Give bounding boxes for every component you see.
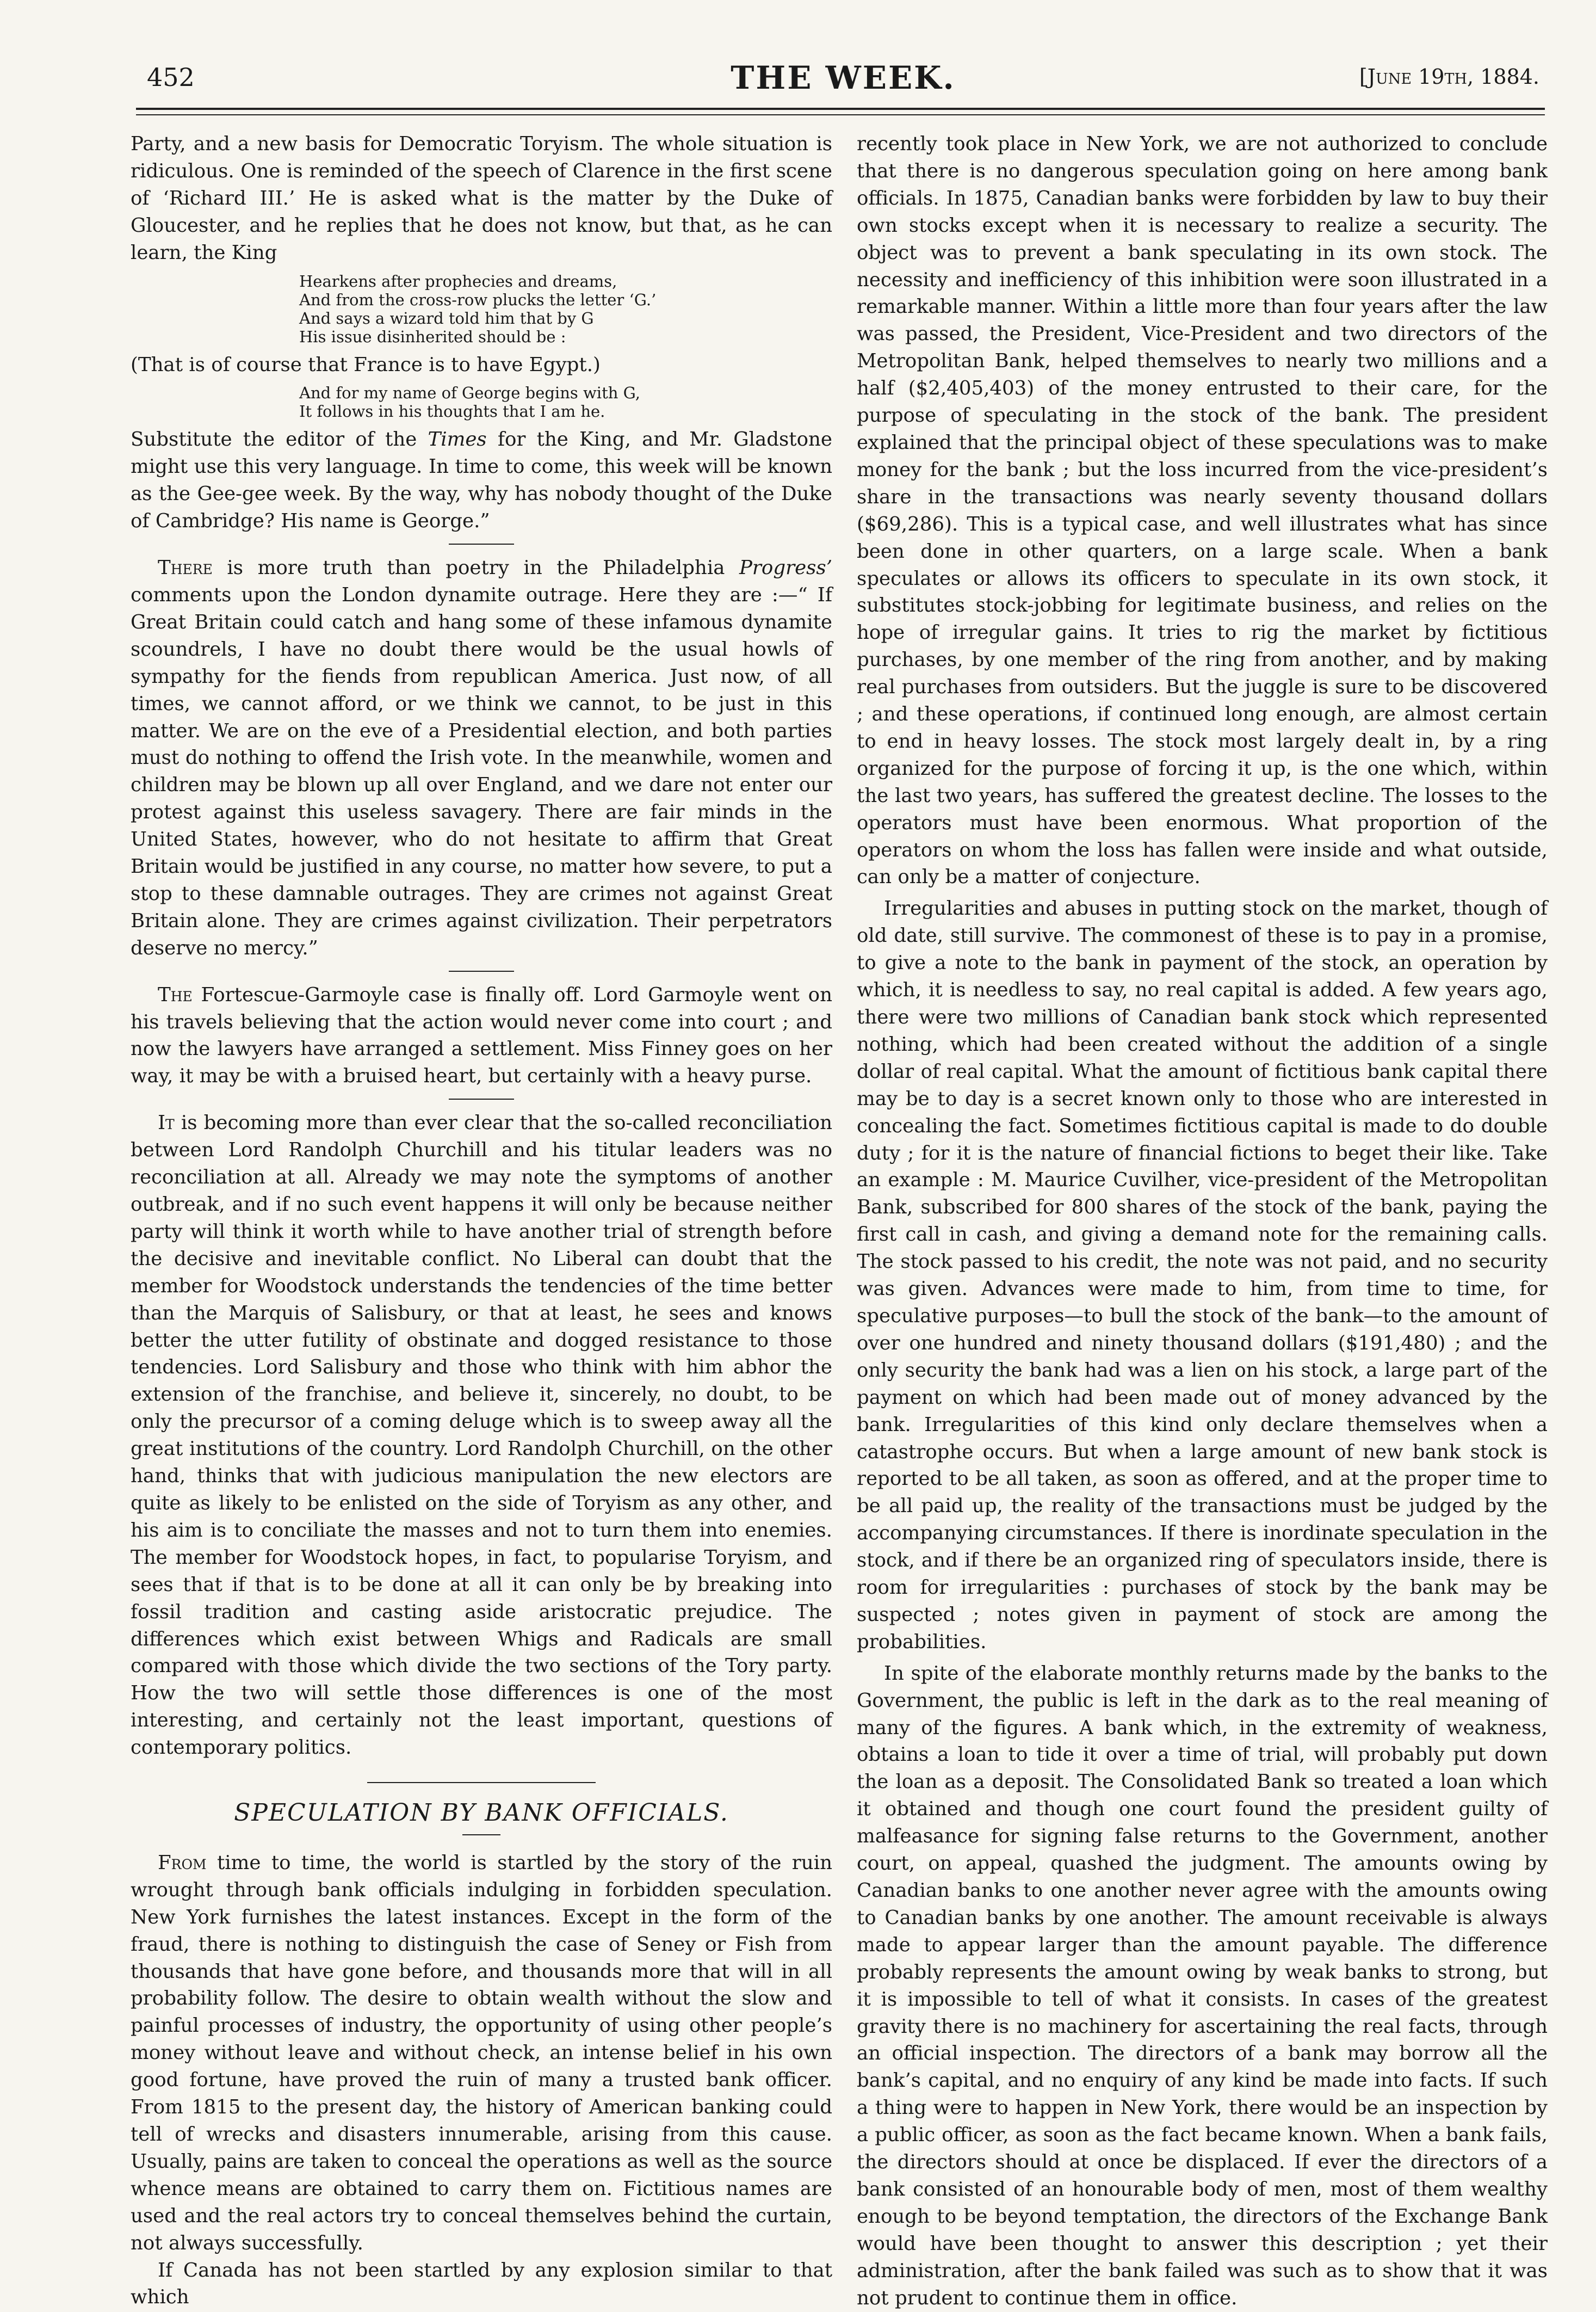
article-divider (367, 1782, 596, 1783)
header-rule-thick (136, 108, 1545, 110)
verse-line: Hearkens after prophecies and dreams, (299, 272, 617, 291)
header-rule-thin (136, 114, 1545, 115)
verse-quote-2 (299, 384, 832, 421)
paragraph-clarence: Party, and a new basis for Democratic Toryism. The whole situation is ridiculous. One is reminded of the speech of Clarence in the first scene of ‘Richard III.’ He is asked what is the matter by the Duke of Gloucester, and he replies that he does not know, but that, as he can learn, the King (131, 133, 832, 264)
paragraph-metropolitan: recently took place in New York, we are not authorized to conclude that there is no dangerous speculation going on here among bank officials. In 1875, Canadian banks were forbidden by law to buy their own stocks except when it is necessary to realize a security. The object was to prevent a bank speculating in its own stock. The necessity and inefficiency of this inhibition were soon illustrated in a remarkable manner. Within a little more than four years after the law was passed, the President, Vice-President and two directors of the Metropolitan Bank, helped themselves to nearly two millions and a half ($2,405,403) of the money entrusted to their care, for the purpose of speculating in the stock of the bank. The president explained that the principal object of these speculations was to make money for the bank ; but the loss incurred from the vice-president’s share in the transactions was nearly seventy thousand dollars ($69,286). This is a typical case, and well illustrates what has since been done in other quarters, on a large scale. When a bank speculates or allows its officers to speculate in its own stock, it substitutes stock-jobbing for legitimate business, and relies on the hope of irregular gains. It tries to rig the market by fictitious purchases, by one member of the ring from another, and by making real purchases from outsiders. But the juggle is sure to be discovered ; and these operations, if continued long enough, are almost certain to end in heavy losses. The stock most largely dealt in, by a ring organized for the purpose of forcing it up, is the one which, within the last two years, has suffered the greatest decline. The losses to the operators must have been enormous. What proportion of the operators on whom the loss has fallen were inside and what outside, can only be a matter of conjecture. (857, 133, 1548, 889)
publication-title: THE WEEK. (731, 59, 956, 96)
page-header (147, 59, 1539, 101)
left-column (131, 131, 832, 2311)
section-divider (449, 971, 514, 972)
verse-line: It follows in his thoughts that I am he. (299, 402, 605, 421)
heading-underline (462, 1834, 500, 1835)
paragraph-canada: If Canada has not been startled by any explosion similar to that which (131, 2259, 832, 2309)
issue-date: [June 19th, 1884. (1359, 65, 1539, 89)
verse-quote-1 (299, 272, 832, 346)
paragraph-speculation: From time to time, the world is startled by the story of the ruin wrought through bank officials indulging in forbidden speculation. New York furnishes the latest instances. Except in the form of the fraud, there is nothing to distinguish the case of Seney or Fish from thousands that have gone before, and thousands more that will in all probability follow. The desire to obtain wealth without the slow and painful processes of industry, the opportunity of using other people’s money without leave and without check, an intense belief in his own good fortune, have proved the ruin of many a trusted bank officer. From 1815 to the present day, the history of American banking could tell of wrecks and disasters innumerable, arising from this cause. Usually, pains are taken to conceal the operations as well as the source whence means are obtained to carry them on. Fictitious names are used and the real actors try to conceal themselves behind the curtain, not always successfully. (131, 1851, 832, 2254)
verse-line: His issue disinherited should be : (299, 327, 566, 346)
paragraph-gladstone: Substitute the editor of the Times for the King, and Mr. Gladstone might use this very language. In time to come, this week will be known as the Gee-gee week. By the way, why has nobody thought of the Duke of Cambridge? His name is George.” (131, 428, 832, 533)
paragraph-garmoyle: The Fortescue-Garmoyle case is finally off. Lord Garmoyle went on his travels believing that the action would never come into court ; and now the lawyers have arranged a settlement. Miss Finney goes on her way, it may be with a bruised heart, but certainly with a heavy purse. (131, 983, 832, 1088)
paragraph-irregularities: Irregularities and abuses in putting stock on the market, though of old date, still survive. The commonest of these is to pay in a promise, to give a note to the bank in payment of the stock, an operation by which, it is needless to say, no real capital is added. A few years ago, there were two millions of Canadian bank stock which represented nothing, which had been created without the addition of a single dollar of real capital. What the amount of fictitious bank capital there may be to day is a secret known only to those who are interested in concealing the fact. Sometimes fictitious capital is made to do double duty ; for it is the nature of financial fictions to beget their like. Take an example : M. Maurice Cuvilher, vice-president of the Metropolitan Bank, subscribed for 800 shares of the stock of the bank, paying the first call in cash, and giving a demand note for the remaining calls. The stock passed to his credit, the note was not paid, and no security was given. Advances were made to him, from time to time, for speculative purposes—to bull the stock of the bank—to the amount of over one hundred and ninety thousand dollars ($191,480) ; and the only security the bank had was a lien on his stock, a large part of the payment on which had been made out of money advanced by the bank. Irregularities of this kind only declare themselves when a catastrophe occurs. But when a large amount of new bank stock is reported to be all taken, as soon as offered, and at the proper time to be all paid up, the reality of the transactions must be judged by the accompanying circumstances. If there is inordinate speculation in the stock, and if there be an organized ring of speculators inside, there is room for irregularities : purchases of stock by the bank may be suspected ; notes given in payment of stock are among the probabilities. (857, 897, 1548, 1653)
section-divider (449, 1099, 514, 1100)
paragraph-returns: In spite of the elaborate monthly returns made by the banks to the Government, the public is left in the dark as to the real meaning of many of the figures. A bank which, in the extremity of weakness, obtains a loan to tide it over a time of trial, will probably put down the loan as a deposit. The Consolidated Bank so treated a loan which it obtained and though one court found the president guilty of malfeasance for signing false returns to the Government, another court, on appeal, quashed the judgment. The amounts owing by Canadian banks to one another never agree with the amounts owing to Canadian banks by one another. The amount receivable is always made to appear larger than the amount payable. The difference probably represents the amount owing by weak banks to strong, but it is impossible to tell of what it consists. In cases of the greatest gravity there is no machinery for ascertaining the real facts, through an official inspection. The directors of a bank may borrow all the bank’s capital, and no enquiry of any kind be made into facts. If such a thing were to happen in New York, there would be an inspection by a public officer, as soon as the fact became known. When a bank fails, the directors should at once be displaced. If ever the directors of a bank consisted of an honourable body of men, most of them wealthy enough to be beyond temptation, the directors of the Exchange Bank would have been thought to answer this description ; yet their administration, after the bank failed was such as to show that it was not prudent to continue them in office. (857, 1662, 1548, 2309)
paragraph-churchill: It is becoming more than ever clear that the so-called reconciliation between Lord Randolph Churchill and his titular leaders was no reconciliation at all. Already we may note the symptoms of another outbreak, and if no such event happens it will only be because neither party will think it worth while to have another trial of strength before the decisive and inevitable conflict. No Liberal can doubt that the member for Woodstock understands the tendencies of the time better than the Marquis of Salisbury, or that at least, he sees and knows better the utter futility of obstinate and dogged resistance to those tendencies. Lord Salisbury and those who think with him abhor the extension of the franchise, and believe it, sincerely, no doubt, to be only the precursor of a coming deluge which is to sweep away all the great institutions of the country. Lord Randolph Churchill, on the other hand, thinks that with judicious manipulation the new electors are quite as likely to be enlisted on the side of Toryism as any other, and his aim is to conciliate the masses and not to turn them into enemies. The member for Woodstock hopes, in fact, to popularise Toryism, and sees that if that is to be done at all it can only be by breaking into fossil tradition and casting aside aristocratic prejudice. The differences which exist between Whigs and Radicals are small compared with those which divide the two sections of the Tory party. How the two will settle those differences is one of the most interesting, and certainly not the least important, questions of contemporary politics. (131, 1112, 832, 1759)
paragraph-dynamite: There is more truth than poetry in the Philadelphia Progress’ comments upon the London dynamite outrage. Here they are :—“ If Great Britain could catch and hang some of these infamous dynamite scoundrels, I have no doubt there would be the usual howls of sympathy for the fiends from republican America. Just now, of all times, we cannot afford, or we think we cannot, to be just in this matter. We are on the eve of a Presidential election, and both parties must do nothing to offend the Irish vote. In the meanwhile, women and children may be blown up all over England, and we dare not enter our protest against this useless savagery. There are fair minds in the United States, however, who do not hesitate to affirm that Great Britain would be justified in any course, no matter how severe, to put a stop to these damnable outrages. They are crimes not against Great Britain alone. They are crimes against civilization. Their perpetrators deserve no mercy.” (131, 557, 832, 959)
verse-line: And says a wizard told him that by G (299, 309, 594, 328)
article-heading: SPECULATION BY BANK OFFICIALS. (234, 1799, 729, 1827)
right-column (857, 131, 1548, 2312)
page-number: 452 (147, 63, 195, 92)
verse-line: And from the cross-row plucks the letter ‘G.’ (299, 290, 657, 309)
verse-line: And for my name of George begins with G, (299, 384, 640, 403)
section-divider (449, 544, 514, 545)
paragraph-egypt: (That is of course that France is to have Egypt.) (131, 353, 601, 376)
